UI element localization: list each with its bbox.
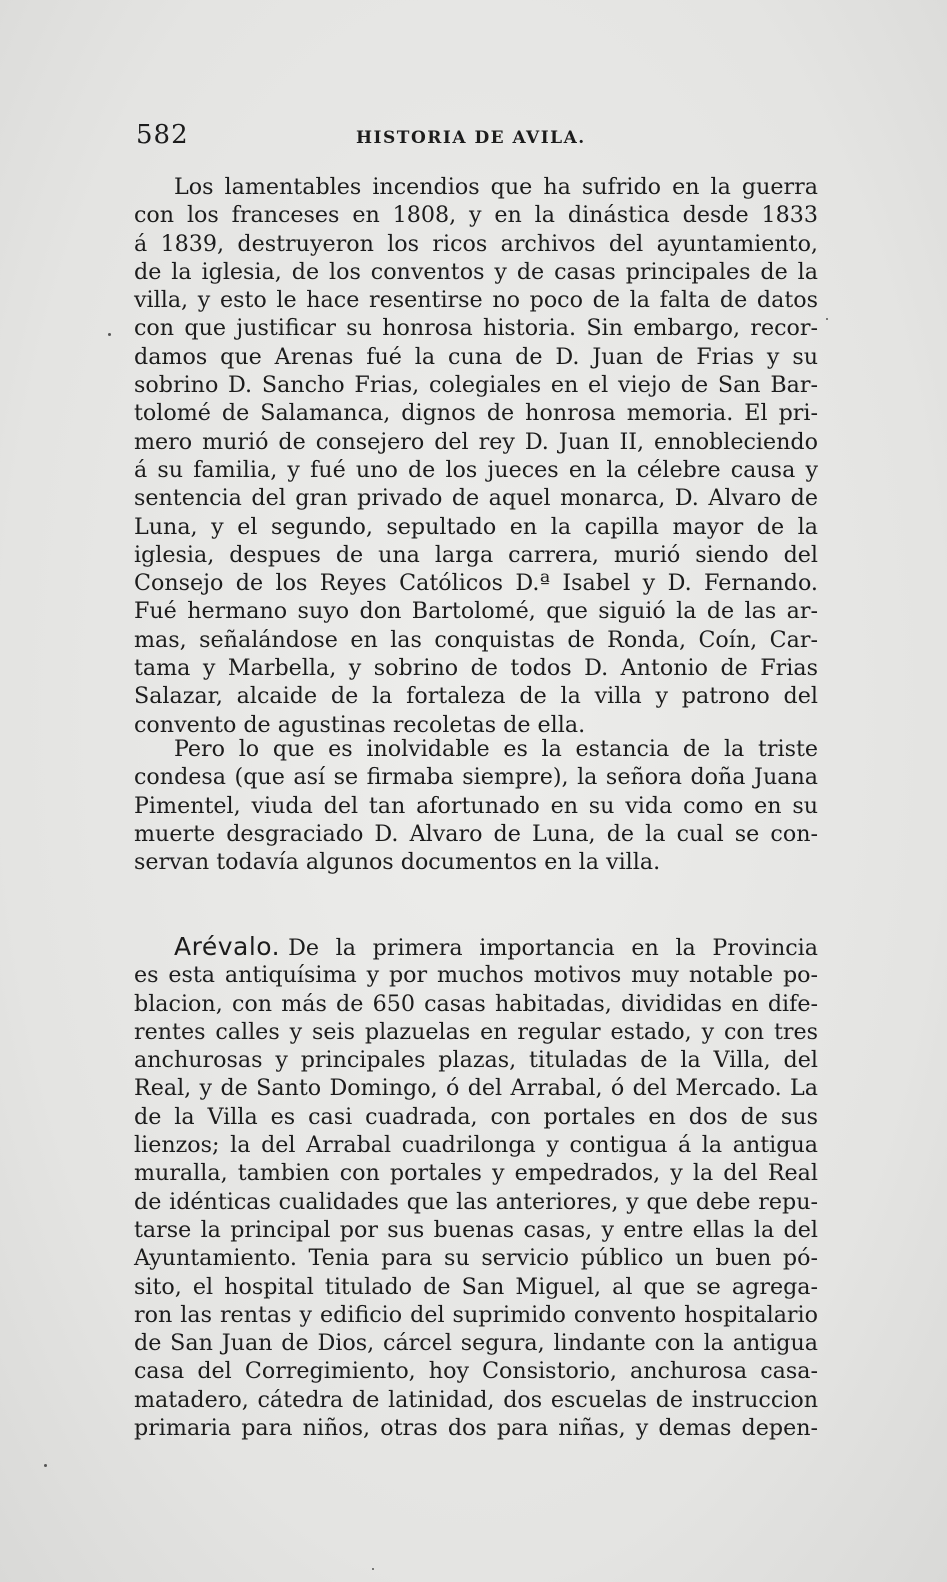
text-line: mero murió de consejero del rey D. Juan II, ennobleciendo — [134, 428, 818, 455]
text-line: lienzos; la del Arrabal cuadrilonga y contigua á la antigua — [134, 1132, 818, 1159]
text-line: con que justificar su honrosa historia. Sin embargo, recor- — [134, 315, 818, 342]
text-line: á su familia, y fué uno de los jueces en la célebre causa y — [134, 456, 818, 483]
text-line: es esta antiquísima y por muchos motivos muy notable po- — [134, 962, 818, 989]
text-line: Los lamentables incendios que ha sufrido en la guerra — [174, 174, 818, 200]
page-header — [136, 120, 816, 150]
text-line: rentes calles y seis plazuelas en regular estado, y con tres — [134, 1018, 818, 1045]
text-line: blacion, con más de 650 casas habitadas, divididas en dife- — [134, 990, 818, 1017]
text-line: de la iglesia, de los conventos y de casas principales de la — [134, 258, 818, 285]
text-line: Pimentel, viuda del tan afortunado en su vida como en su — [134, 792, 818, 819]
text-line: mas, señalándose en las conquistas de Ronda, Coín, Car- — [134, 626, 818, 653]
text-line: Fué hermano suyo don Bartolomé, que siguió la de las ar- — [134, 598, 818, 625]
paragraph-arevalo — [134, 933, 818, 1442]
text-line: Salazar, alcaide de la fortaleza de la villa y patrono del — [134, 683, 818, 710]
text-line: villa, y esto le hace resentirse no poco de la falta de datos — [134, 287, 818, 314]
text-line: sito, el hospital titulado de San Miguel, al que se agrega- — [134, 1273, 818, 1300]
first-line-text: De la primera importancia en la Provincia — [288, 935, 818, 961]
text-line: convento de agustinas recoletas de ella. — [134, 711, 586, 738]
text-line: á 1839, destruyeron los ricos archivos del ayuntamiento, — [134, 230, 818, 257]
text-line: Luna, y el segundo, sepultado en la capilla mayor de la — [134, 513, 818, 540]
paper-speck — [108, 333, 111, 336]
paper-speck — [826, 318, 828, 320]
text-line: de San Juan de Dios, cárcel segura, lindante con la antigua — [134, 1330, 818, 1357]
text-line: con los franceses en 1808, y en la dinástica desde 1833 — [134, 202, 818, 229]
text-line: tama y Marbella, y sobrino de todos D. Antonio de Frias — [134, 655, 818, 682]
text-line: damos que Arenas fué la cuna de D. Juan de Frias y su — [134, 343, 818, 370]
text-line: tolomé de Salamanca, dignos de honrosa memoria. El pri- — [134, 400, 818, 427]
place-name-heading: Arévalo. — [174, 932, 281, 961]
text-line: anchurosas y principales plazas, tituladas de la Villa, del — [134, 1047, 818, 1074]
page-number: 582 — [136, 120, 189, 150]
text-line: sobrino D. Sancho Frias, colegiales en el viejo de San Bar- — [134, 372, 818, 399]
text-line: casa del Corregimiento, hoy Consistorio, anchurosa casa- — [134, 1358, 818, 1385]
text-line: sentencia del gran privado de aquel monarca, D. Alvaro de — [134, 485, 818, 512]
text-line: servan todavía algunos documentos en la villa. — [134, 849, 661, 876]
paper-speck — [372, 1568, 374, 1570]
text-line: primaria para niños, otras dos para niñas, y demas depen- — [134, 1415, 818, 1442]
running-title: HISTORIA DE AVILA. — [356, 128, 586, 148]
text-line — [134, 933, 818, 961]
text-line: matadero, cátedra de latinidad, dos escuelas de instruccion — [134, 1386, 818, 1413]
text-line: Ayuntamiento. Tenia para su servicio público un buen pó- — [134, 1245, 818, 1272]
text-line: tarse la principal por sus buenas casas, y entre ellas la del — [134, 1216, 818, 1243]
text-line: ron las rentas y edificio del suprimido convento hospitalario — [134, 1301, 818, 1328]
text-line: muralla, tambien con portales y empedrados, y la del Real — [134, 1160, 818, 1187]
text-line: condesa (que así se firmaba siempre), la señora doña Juana — [134, 764, 818, 791]
paragraph-arenas-history — [134, 173, 818, 739]
text-line: muerte desgraciado D. Alvaro de Luna, de la cual se con- — [134, 820, 818, 847]
text-line: de idénticas cualidades que las anteriores, y que debe repu- — [134, 1188, 818, 1215]
text-line: Pero lo que es inolvidable es la estancia de la triste — [174, 736, 818, 762]
text-line: iglesia, despues de una larga carrera, murió siendo del — [134, 541, 818, 568]
text-line: de la Villa es casi cuadrada, con portales en dos de sus — [134, 1103, 818, 1130]
paper-speck — [44, 1464, 47, 1467]
text-line: Real, y de Santo Domingo, ó del Arrabal, ó del Mercado. La — [134, 1075, 818, 1102]
text-line: Consejo de los Reyes Católicos D.ª Isabel y D. Fernando. — [134, 570, 818, 597]
paragraph-condesa — [134, 735, 818, 876]
